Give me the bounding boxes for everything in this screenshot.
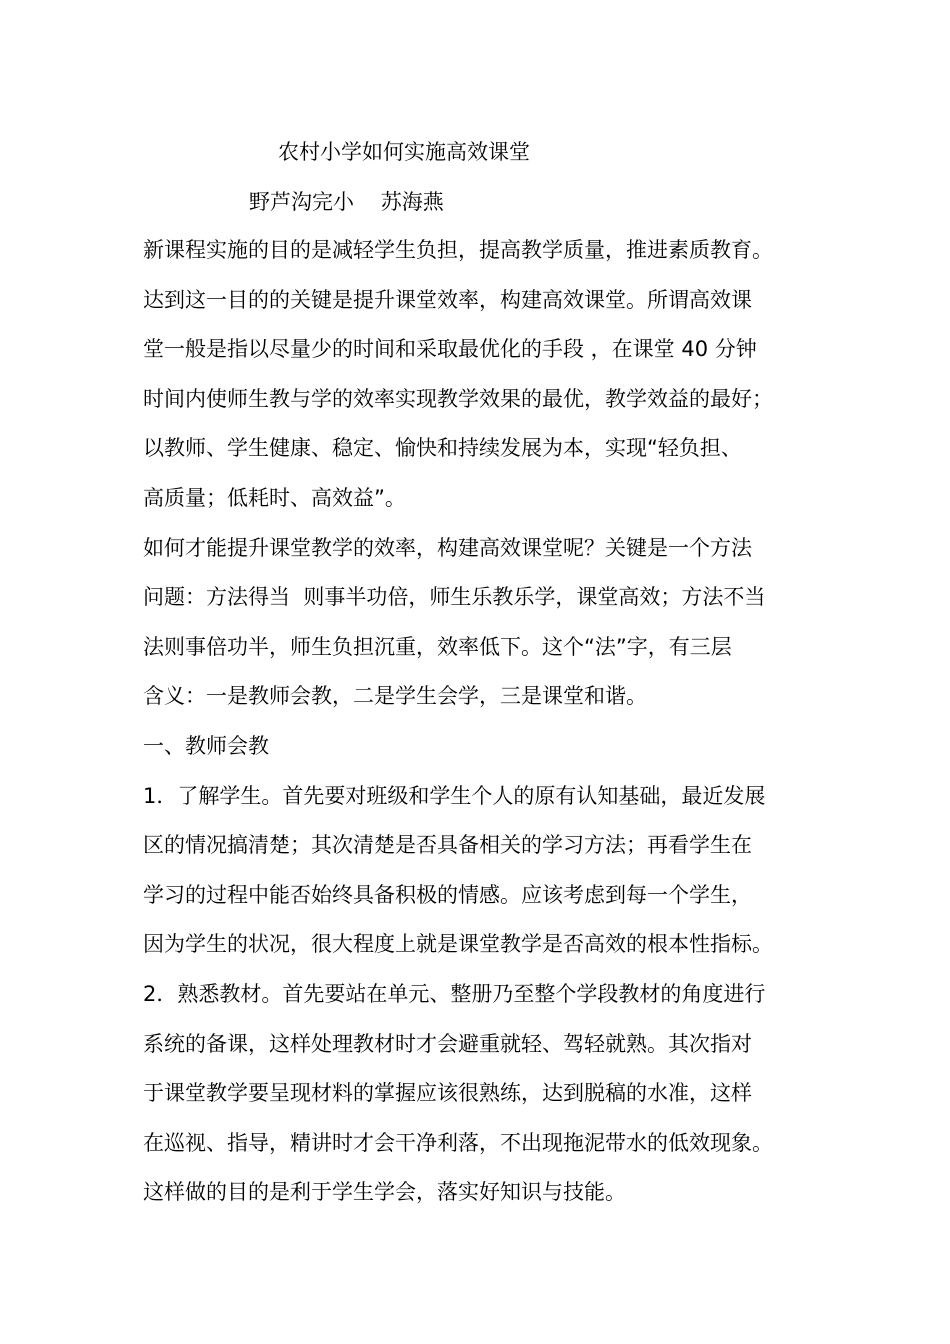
- text-line: 以教师、学生健康、稳定、愉快和持续发展为本，实现“轻负担、: [143, 436, 742, 461]
- text-line: 高质量；低耗时、高效益”。: [143, 485, 406, 510]
- text-line: 达到这一目的的关键是提升课堂效率，构建高效课堂。所谓高效课: [143, 287, 752, 312]
- text-line: 系统的备课，这样处理教材时才会避重就轻、驾轻就熟。其次指对: [143, 1031, 752, 1056]
- text-line: 因为学生的状况，很大程度上就是课堂教学是否高效的根本性指标。: [143, 932, 773, 957]
- text-line: 在巡视、指导，精讲时才会干净利落，不出现拖泥带水的低效现象。: [143, 1130, 773, 1155]
- text-line: 时间内使师生教与学的效率实现教学效果的最优，教学效益的最好；: [143, 386, 773, 411]
- text-line: 法则事倍功半，师生负担沉重，效率低下。这个“法”字，有三层: [143, 634, 732, 659]
- text-line: 区的情况搞清楚；其次清楚是否具备相关的学习方法；再看学生在: [143, 833, 752, 858]
- text-line: 含义：一是教师会教，二是学生会学，三是课堂和谐。: [143, 684, 647, 709]
- section-heading: 一、教师会教: [143, 733, 269, 758]
- document-body: [143, 232, 823, 1224]
- text-line: 这样做的目的是利于学生学会，落实好知识与技能。: [143, 1180, 626, 1205]
- text-line: 如何才能提升课堂教学的效率，构建高效课堂呢？关键是一个方法: [143, 535, 752, 560]
- text-line: 堂一般是指以尽量少的时间和采取最优化的手段 ，在课堂 40 分钟: [143, 337, 757, 362]
- text-line: 学习的过程中能否始终具备积极的情感。应该考虑到每一个学生，: [143, 882, 752, 907]
- text-line: 问题：方法得当 则事半功倍，师生乐教乐学，课堂高效；方法不当: [143, 585, 766, 610]
- document-author: 野芦沟完小 苏海燕: [249, 190, 444, 214]
- text-line: 1．了解学生。首先要对班级和学生个人的原有认知基础，最近发展: [143, 783, 766, 808]
- text-line: 于课堂教学要呈现材料的掌握应该很熟练，达到脱稿的水准，这样: [143, 1081, 752, 1106]
- text-line: 新课程实施的目的是减轻学生负担，提高教学质量，推进素质教育。: [143, 238, 773, 262]
- document-title: 农村小学如何实施高效课堂: [278, 140, 530, 164]
- text-line: 2．熟悉教材。首先要站在单元、整册乃至整个学段教材的角度进行: [143, 981, 766, 1006]
